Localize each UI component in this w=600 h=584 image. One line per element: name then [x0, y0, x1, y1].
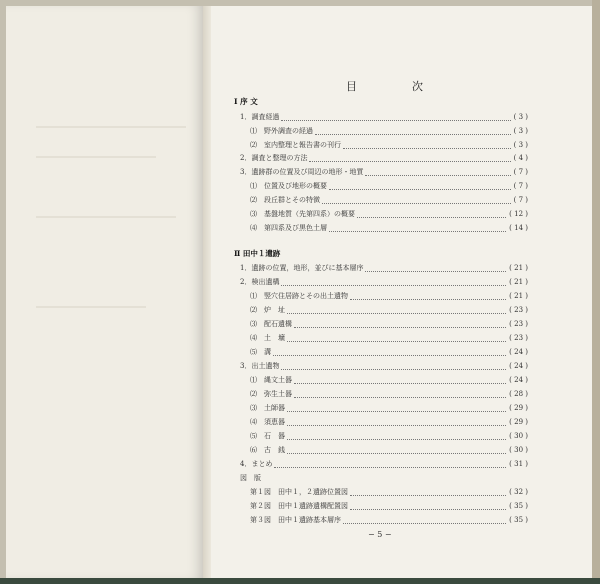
toc-leader-dots: [294, 317, 506, 328]
toc-entry-page: ( 23 ): [509, 320, 528, 328]
toc-title-left: 目: [346, 80, 357, 93]
toc-entry-page: ( 30 ): [509, 446, 528, 454]
toc-leader-dots: [365, 261, 506, 272]
toc-entry-label: ⑵ 炉 址: [250, 306, 285, 314]
toc-entry-label: ⑵ 弥生土器: [250, 390, 292, 398]
toc-leader-dots: [281, 359, 506, 370]
toc-entry-label: 1．調査経過: [240, 113, 280, 121]
toc-entry-label: ⑸ 石 器: [250, 432, 285, 440]
toc-entry-label: ⑷ 須恵器: [250, 418, 285, 426]
toc-entry-page: ( 21 ): [509, 278, 528, 286]
toc-entry: [232, 165, 528, 179]
toc-entry-label: ⑶ 基盤地質（先第四系）の概要: [250, 210, 355, 218]
toc-entry-page: ( 12 ): [509, 210, 528, 218]
toc-leader-dots: [365, 165, 511, 176]
toc-leader-dots: [281, 110, 511, 121]
toc-entry: [232, 151, 528, 165]
toc-entry-page: ( 29 ): [509, 404, 528, 412]
toc-leader-dots: [281, 275, 506, 286]
toc-leader-dots: [357, 207, 506, 218]
toc-entry: [232, 359, 528, 373]
bleed-through-line: [36, 126, 186, 128]
toc-leader-dots: [273, 345, 506, 356]
toc-entry-page: ( 21 ): [509, 264, 528, 272]
toc-entry: [232, 415, 528, 429]
toc-entry-label: ⑴ 野外調査の経過: [250, 127, 313, 135]
toc-entry: [232, 207, 528, 221]
toc-entry-page: ( 24 ): [509, 348, 528, 356]
toc-entry-page: ( 30 ): [509, 432, 528, 440]
toc-leader-dots: [329, 221, 506, 232]
toc-entry-label: 3．遺跡群の位置及び周辺の地形・地質: [240, 168, 364, 176]
toc-entry-page: ( 3 ): [513, 141, 528, 149]
toc-entry-page: ( 28 ): [509, 390, 528, 398]
toc-entry-page: ( 3 ): [513, 113, 528, 121]
toc-entry-page: ( 14 ): [509, 224, 528, 232]
bleed-through-line: [36, 156, 156, 158]
toc-leader-dots: [343, 513, 506, 524]
toc-entry-label: 第１図 田中１，２遺跡位置図: [250, 488, 348, 496]
toc-leader-dots: [287, 443, 506, 454]
toc-entry-label: ⑷ 土 壙: [250, 334, 285, 342]
toc-entry: [232, 110, 528, 124]
toc-entry-label: ⑶ 配石遺構: [250, 320, 292, 328]
toc-entry: [232, 471, 528, 485]
toc-entry-page: ( 23 ): [509, 334, 528, 342]
toc-entry: [232, 261, 528, 275]
toc-entry-page: ( 32 ): [509, 488, 528, 496]
toc-leader-dots: [287, 331, 506, 342]
toc-entry: [232, 275, 528, 289]
toc-entry-page: ( 31 ): [509, 460, 528, 468]
toc-entry-label: 第２図 田中１遺跡遺構配置図: [250, 502, 348, 510]
toc-title-right: 次: [412, 80, 423, 93]
toc-entry-label: ⑷ 第四系及び黒色土層: [250, 224, 327, 232]
toc-section-heading: [232, 247, 528, 261]
toc-leader-dots: [343, 138, 511, 149]
toc-entry: [232, 124, 528, 138]
left-blank-page: [6, 6, 203, 578]
toc-entry-label: 4．まとめ: [240, 460, 273, 468]
toc-entry: [232, 401, 528, 415]
toc-entry-label: ⑴ 竪穴住居跡とその出土遺物: [250, 292, 348, 300]
toc-entry-label: ⑶ 土師器: [250, 404, 285, 412]
bleed-through-line: [36, 216, 176, 218]
toc-entry-label: ⑵ 室内整理と報告書の刊行: [250, 141, 341, 149]
toc-entry-page: ( 7 ): [513, 182, 528, 190]
toc-entry-label: 第３図 田中１遺跡基本層序: [250, 516, 341, 524]
toc-leader-dots: [350, 485, 506, 496]
toc-entry-page: ( 29 ): [509, 418, 528, 426]
toc-leader-dots: [322, 193, 511, 204]
toc-entry-page: ( 7 ): [513, 168, 528, 176]
toc-leader-dots: [315, 124, 511, 135]
toc-entry-label: 2．検出遺構: [240, 278, 280, 286]
toc-entry-label: 図 版: [240, 474, 261, 482]
toc-entry: [232, 138, 528, 152]
toc-entry: [232, 221, 528, 235]
toc-entry: [232, 457, 528, 471]
toc-entry: [232, 345, 528, 359]
toc-entry-page: ( 21 ): [509, 292, 528, 300]
toc-entry-page: ( 3 ): [513, 127, 528, 135]
toc-leader-dots: [287, 429, 506, 440]
toc-entry-label: ⑴ 位置及び地形の概要: [250, 182, 327, 190]
toc-entry: [232, 193, 528, 207]
toc-entry-page: ( 4 ): [513, 154, 528, 162]
toc-entry: [232, 373, 528, 387]
toc-leader-dots: [294, 373, 506, 384]
toc-section-heading: [232, 95, 528, 109]
toc-entry-label: ⑴ 縄文土器: [250, 376, 292, 384]
book-edge-bottom: [0, 578, 600, 584]
toc-entry: [232, 485, 528, 499]
toc-entry-label: 1．遺跡の位置，地形，並びに基本層序: [240, 264, 364, 272]
toc-entry-label: Ⅱ 田中１遺跡: [234, 249, 281, 258]
toc-leader-dots: [309, 151, 511, 162]
book-spine: [203, 6, 211, 578]
toc-entry: [232, 443, 528, 457]
toc-leader-dots: [294, 387, 506, 398]
toc-entry: [232, 387, 528, 401]
toc-entry-label: ⑵ 段丘群とその特徴: [250, 196, 320, 204]
toc-entry-page: ( 23 ): [509, 306, 528, 314]
toc-entry: [232, 499, 528, 513]
toc-leader-dots: [274, 457, 506, 468]
toc-entry: [232, 289, 528, 303]
toc-entry: [232, 303, 528, 317]
toc-entry-label: ⑹ 古 銭: [250, 446, 285, 454]
toc-entry-label: Ⅰ 序 文: [234, 97, 258, 106]
toc-leader-dots: [329, 179, 511, 190]
toc-leader-dots: [287, 303, 506, 314]
toc-entry: [232, 513, 528, 527]
page-number: − 5 −: [368, 530, 392, 539]
toc-entry: [232, 429, 528, 443]
toc-entry-page: ( 7 ): [513, 196, 528, 204]
toc-leader-dots: [350, 289, 506, 300]
toc-leader-dots: [287, 415, 506, 426]
toc-entry: [232, 317, 528, 331]
toc-leader-dots: [287, 401, 506, 412]
bleed-through-line: [36, 306, 146, 308]
book-edge-right: [592, 0, 600, 584]
toc-entry-label: 3．出土遺物: [240, 362, 280, 370]
toc-entry-page: ( 24 ): [509, 376, 528, 384]
toc-entry: [232, 179, 528, 193]
toc-entry-page: ( 24 ): [509, 362, 528, 370]
toc-entry-page: ( 35 ): [509, 502, 528, 510]
toc-entry-label: 2．調査と整理の方法: [240, 154, 308, 162]
toc-leader-dots: [350, 499, 506, 510]
toc-entry-label: ⑸ 溝: [250, 348, 271, 356]
toc-entry: [232, 331, 528, 345]
toc-entry-page: ( 35 ): [509, 516, 528, 524]
